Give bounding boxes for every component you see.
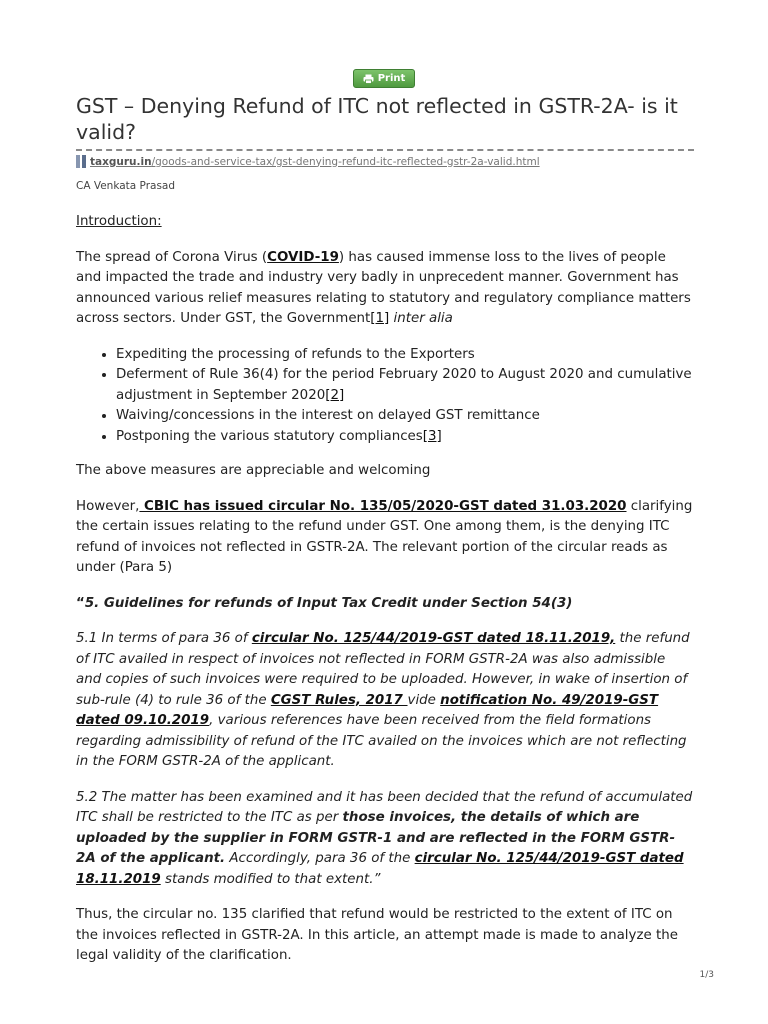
quote-heading	[76, 594, 694, 615]
intro-heading: Introduction:	[76, 214, 162, 229]
text: 5.1 In terms of para 36 of	[76, 631, 252, 646]
footnote-link-3[interactable]: [3]	[422, 428, 442, 444]
text: 5.2 The matter has been examined and it has been decided that the refund of accumulated ITC shall be restricted to the ITC as per	[76, 789, 693, 825]
text: Postponing the various statutory compliances	[116, 428, 423, 444]
list-item	[116, 406, 694, 427]
italic-text: inter alia	[393, 311, 453, 326]
paragraph-3	[76, 497, 694, 579]
quote-paragraph-2	[76, 788, 694, 891]
circular-125-link-2[interactable]: circular No. 125/44/2019-GST dated 18.11.2019	[76, 851, 684, 887]
circular-135-link[interactable]: CBIC has issued circular No. 135/05/2020-GST dated 31.03.2020	[139, 498, 627, 514]
text: Accordingly, para 36 of the	[225, 851, 415, 866]
page-title: GST – Denying Refund of ITC not reflected in GSTR-2A- is it valid?	[76, 94, 678, 144]
text: vide	[407, 692, 441, 708]
source-bars-icon	[76, 155, 86, 168]
footnote-link-2[interactable]: [2]	[325, 387, 345, 403]
cgst-rules-link[interactable]: CGST Rules, 2017	[270, 692, 408, 708]
footnote-link-1[interactable]: [1]	[370, 311, 390, 326]
text: stands modified to that extent.”	[160, 871, 381, 887]
paragraph-2: The above measures are appreciable and welcoming	[76, 463, 431, 478]
text: However,	[76, 498, 140, 514]
text: The spread of Corona Virus (	[76, 249, 268, 265]
quote-heading-text: 5. Guidelines for refunds of Input Tax Credit under Section 54(3)	[84, 595, 573, 611]
text: the refund of ITC availed in respect of invoices not reflected in FORM GSTR-2A was also admissible and copies of such invoices were required to be uploaded. However, in wake of insertion of sub-rule (4) to rule 36 of the	[76, 631, 690, 708]
bold-text: those invoices, the details of which are uploaded by the supplier in FORM GSTR-1 and are reflected in the FORM GSTR-2A of the applicant.	[76, 810, 676, 866]
text: Deferment of Rule 36(4) for the period February 2020 to August 2020 and cumulative adjustment in September 2020	[116, 367, 692, 403]
notification-49-link[interactable]: notification No. 49/2019-GST dated 09.10.2019	[76, 692, 659, 728]
circular-125-link[interactable]: circular No. 125/44/2019-GST dated 18.11.2019,	[251, 631, 616, 646]
text: , various references have been received from the field formations regarding admissibility of refund of the ITC availed on the invoices which are not reflecting in the FORM GSTR-2A of the applicant.	[76, 713, 687, 769]
list-item	[116, 365, 694, 406]
printer-icon	[363, 74, 374, 84]
quote-paragraph-1	[76, 629, 694, 773]
source-line	[76, 155, 540, 168]
print-button[interactable]	[353, 69, 415, 88]
source-link[interactable]	[90, 156, 540, 168]
paragraph-4: Thus, the circular no. 135 clarified that refund would be restricted to the extent of ITC on the invoices reflected in GSTR-2A. In this article, an attempt made is made to analyze the legal validity of the clarification.	[76, 907, 678, 963]
covid-link[interactable]: COVID-19	[267, 249, 339, 265]
text: clarifying the certain issues relating to the refund under GST. One among them, is the denying ITC refund of invoices not reflected in GSTR-2A. The relevant portion of the circular reads as under (Para 5)	[76, 498, 693, 575]
paragraph-1	[76, 248, 694, 330]
list-item	[116, 427, 694, 448]
text: Waiving/concessions in the interest on delayed GST remittance	[116, 408, 540, 423]
title-divider	[76, 149, 694, 151]
article-body	[76, 212, 694, 982]
quote-mark: “	[76, 595, 85, 611]
print-label: Print	[377, 73, 406, 84]
list-item	[116, 345, 694, 366]
source-domain: taxguru.in	[90, 155, 152, 168]
text: Expediting the processing of refunds to the Exporters	[116, 346, 475, 362]
relief-measures-list	[76, 345, 694, 448]
text: ) has caused immense loss to the lives of people and impacted the trade and industry very badly in unprecedent manner. Government has announced various relief measures relating to statutory and regulatory compliance matters across sectors. Under GST, the Government	[76, 249, 691, 326]
page-number: 1/3	[699, 970, 714, 980]
source-path: /goods-and-service-tax/gst-denying-refund-itc-reflected-gstr-2a-valid.html	[151, 155, 540, 168]
author: CA Venkata Prasad	[76, 180, 176, 192]
